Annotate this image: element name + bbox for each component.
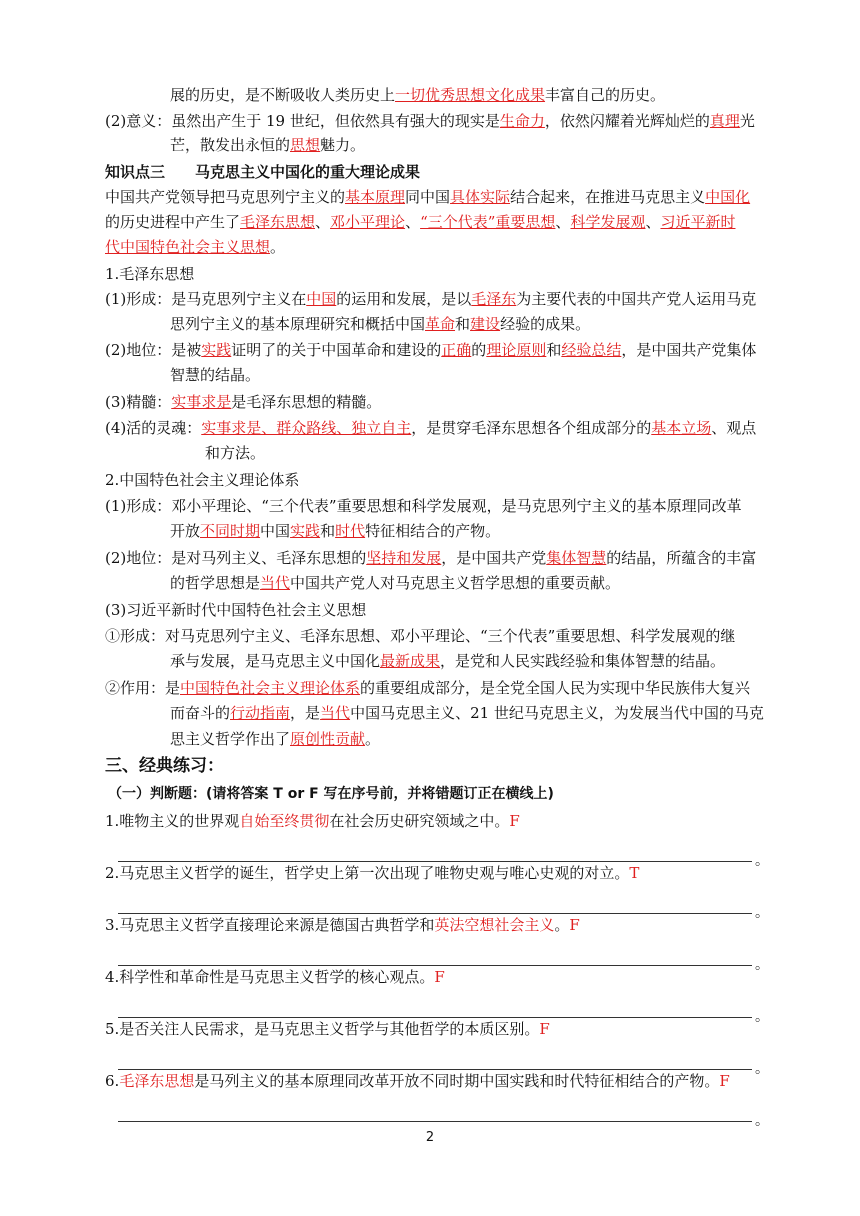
line-end-period: 。 (755, 853, 769, 869)
text-run: 6. (105, 1072, 120, 1090)
underlined-answer: 中国化 (705, 188, 751, 206)
line-end-period: 。 (755, 957, 769, 973)
text-run: 思主义哲学作出了 (170, 730, 291, 748)
text-run: (3)精髓： (105, 393, 172, 411)
underlined-answer: “三个代表”重要思想 (420, 213, 556, 231)
paragraph-line (105, 755, 224, 777)
red-text: T (629, 864, 640, 882)
paragraph-line (170, 572, 620, 594)
text-run: (2)意义：虽然出产生于 19 世纪，但依然具有强大的现实是 (105, 112, 500, 130)
paragraph-line (105, 625, 735, 647)
text-run: 开放 (170, 522, 201, 540)
line-end-period: 。 (755, 1061, 769, 1077)
text-run: 智慧的结晶。 (170, 366, 261, 384)
line-end-period: 。 (755, 905, 769, 921)
text-run: 承与发展，是马克思主义中国化 (170, 652, 381, 670)
paragraph-line (170, 313, 590, 335)
underlined-answer: 建设 (470, 315, 501, 333)
question-5 (105, 1018, 550, 1040)
paragraph-line (105, 110, 755, 132)
question-4 (105, 966, 445, 988)
underlined-answer: 当代 (320, 704, 351, 722)
text-run: 魅力。 (320, 136, 366, 154)
paragraph-line (105, 236, 285, 258)
text-run: ①形成：对马克思列宁主义、毛泽东思想、邓小平理论、“三个代表”重要思想、科学发展观的继 (105, 627, 736, 645)
paragraph-line (105, 288, 756, 310)
text-run: (2)地位：是被 (105, 341, 202, 359)
text-run: 的哲学思想是 (170, 574, 261, 592)
text-run: 的历史进程中产生了 (105, 213, 241, 231)
paragraph-line (105, 547, 756, 569)
paragraph-line (205, 442, 265, 464)
text-run: 、 (315, 213, 331, 231)
text-run: 证明了的关于中国革命和建设的 (231, 341, 442, 359)
text-run: 、观点 (711, 419, 757, 437)
paragraph-line (170, 702, 764, 724)
text-run: （一）判断题：(请将答案 T or F 写在序号前，并将错题订正在横线上) (108, 786, 554, 802)
red-text: F (719, 1072, 730, 1090)
page-number: 2 (425, 1130, 435, 1145)
underlined-answer: 生命力 (499, 112, 545, 130)
text-run: 中国 (260, 522, 291, 540)
text-run: ，是党和人民实践经验和集体智慧的结晶。 (440, 652, 726, 670)
text-run: 的重要组成部分，是全党全国人民为实现中华民族伟大复兴 (360, 679, 751, 697)
text-run: 为主要代表的中国共产党人运用马克 (516, 290, 757, 308)
text-run: ，是 (290, 704, 321, 722)
text-run: 特征相结合的产物。 (365, 522, 501, 540)
text-run: 和 (455, 315, 471, 333)
text-run: 。 (270, 238, 286, 256)
text-run: ，是贯穿毛泽东思想各个组成部分的 (411, 419, 652, 437)
text-run: 丰富自己的历史。 (545, 86, 666, 104)
text-run: 中国马克思主义、21 世纪马克思主义，为发展当代中国的马克 (350, 704, 764, 722)
paragraph-line (105, 495, 742, 517)
underlined-answer: 邓小平理论 (330, 213, 406, 231)
text-run: 5.是否关注人民需求，是马克思主义哲学与其他哲学的本质区别。 (105, 1020, 540, 1038)
paragraph-line (170, 728, 380, 750)
text-run: 光 (739, 112, 755, 130)
red-text: F (569, 916, 580, 934)
text-run: (3)习近平新时代中国特色社会主义思想 (105, 601, 367, 619)
text-run: 和 (320, 522, 336, 540)
underlined-answer: 一切优秀思想文化成果 (395, 86, 546, 104)
underlined-answer: 中国特色社会主义理论体系 (180, 679, 361, 697)
paragraph-line (105, 161, 420, 183)
text-run: 知识点三 马克思主义中国化的重大理论成果 (105, 163, 421, 181)
underlined-answer: 毛泽东 (471, 290, 517, 308)
text-run: ，是中国共产党集体 (621, 341, 757, 359)
underlined-answer: 当代 (260, 574, 291, 592)
text-run: 在社会历史研究领域之中。 (329, 812, 510, 830)
text-run: 展的历史，是不断吸收人类历史上 (170, 86, 396, 104)
underlined-answer: 正确 (441, 341, 472, 359)
text-run: 经验的成果。 (500, 315, 591, 333)
text-run: 3.马克思主义哲学直接理论来源是德国古典哲学和 (105, 916, 435, 934)
underlined-answer: 科学发展观 (570, 213, 646, 231)
red-text: F (509, 812, 520, 830)
text-run: ②作用：是 (105, 679, 181, 697)
text-run: 芒，散发出永恒的 (170, 136, 291, 154)
text-run: ，依然闪耀着光辉灿烂的 (544, 112, 710, 130)
underlined-answer: 不同时期 (200, 522, 261, 540)
underlined-answer: 集体智慧 (546, 549, 607, 567)
underlined-answer: 实事求是、群众路线、独立自主 (201, 419, 412, 437)
paragraph-line (105, 677, 750, 699)
text-run: 。 (365, 730, 381, 748)
text-run: 2.中国特色社会主义理论体系 (105, 471, 300, 489)
text-run: 和方法。 (205, 444, 266, 462)
paragraph-line (105, 469, 299, 491)
paragraph-line (105, 211, 735, 233)
question-3 (105, 914, 580, 936)
underlined-answer: 思想 (290, 136, 321, 154)
text-run: (2)地位：是对马列主义、毛泽东思想的 (105, 549, 367, 567)
text-run: 2.马克思主义哲学的诞生，哲学史上第一次出现了唯物史观与唯心史观的对立。 (105, 864, 630, 882)
paragraph-line (170, 134, 365, 156)
underlined-answer: 坚持和发展 (366, 549, 442, 567)
paragraph-line (170, 364, 260, 386)
text-run: 的运用和发展，是以 (336, 290, 472, 308)
paragraph-line (105, 263, 194, 285)
text-run: 是毛泽东思想的精髓。 (231, 393, 382, 411)
paragraph-line (108, 783, 554, 805)
text-run: 和 (546, 341, 562, 359)
paragraph-line (105, 391, 381, 413)
text-run: 中国共产党领导把马克思列宁主义的 (105, 188, 346, 206)
line-end-period: 。 (755, 1113, 769, 1129)
text-run: 、 (405, 213, 421, 231)
underlined-answer: 真理 (709, 112, 740, 130)
text-run: 4.科学性和革命性是马克思主义哲学的核心观点。 (105, 968, 435, 986)
text-run: 而奋斗的 (170, 704, 231, 722)
underlined-answer: 习近平新时 (660, 213, 736, 231)
underlined-answer: 中国 (306, 290, 337, 308)
text-run: 1.唯物主义的世界观 (105, 812, 240, 830)
underlined-answer: 经验总结 (561, 341, 622, 359)
text-run: 中国共产党人对马克思主义哲学思想的重要贡献。 (290, 574, 621, 592)
question-1 (105, 810, 520, 832)
answer-blank-line[interactable] (118, 1121, 752, 1122)
underlined-answer: 实践 (290, 522, 321, 540)
text-run: (1)形成：邓小平理论、“三个代表”重要思想和科学发展观，是马克思列宁主义的基本原理同改革 (105, 497, 742, 515)
paragraph-line (105, 339, 756, 361)
text-run: 同中国 (405, 188, 451, 206)
paragraph-line (105, 186, 750, 208)
underlined-answer: 原创性贡献 (290, 730, 366, 748)
red-text: F (434, 968, 445, 986)
underlined-answer: 毛泽东思想 (240, 213, 316, 231)
paragraph-line (170, 650, 725, 672)
paragraph-line (105, 599, 366, 621)
paragraph-line (170, 84, 665, 106)
text-run: ，是中国共产党 (441, 549, 547, 567)
text-run: 、 (645, 213, 661, 231)
underlined-answer: 行动指南 (230, 704, 291, 722)
text-run: 三、经典练习： (105, 756, 224, 776)
underlined-answer: 代中国特色社会主义思想 (105, 238, 271, 256)
text-run: 是马列主义的基本原理同改革开放不同时期中国实践和时代特征相结合的产物。 (194, 1072, 720, 1090)
text-run: 的 (471, 341, 487, 359)
underlined-answer: 具体实际 (450, 188, 511, 206)
underlined-answer: 基本立场 (651, 419, 712, 437)
text-run: 。 (554, 916, 570, 934)
text-run: (4)活的灵魂： (105, 419, 202, 437)
underlined-answer: 实事求是 (171, 393, 232, 411)
red-text: F (539, 1020, 550, 1038)
line-end-period: 。 (755, 1009, 769, 1025)
text-run: (1)形成：是马克思列宁主义在 (105, 290, 307, 308)
question-2 (105, 862, 639, 884)
red-text: 自始至终贯彻 (239, 812, 330, 830)
red-text: 英法空想社会主义 (434, 916, 555, 934)
text-run: 1.毛泽东思想 (105, 265, 195, 283)
underlined-answer: 革命 (425, 315, 456, 333)
text-run: 、 (555, 213, 571, 231)
paragraph-line (105, 417, 756, 439)
question-6 (105, 1070, 730, 1092)
underlined-answer: 最新成果 (380, 652, 441, 670)
underlined-answer: 基本原理 (345, 188, 406, 206)
underlined-answer: 理论原则 (486, 341, 547, 359)
text-run: 结合起来，在推进马克思主义 (510, 188, 706, 206)
underlined-answer: 实践 (201, 341, 232, 359)
text-run: 思列宁主义的基本原理研究和概括中国 (170, 315, 426, 333)
red-text: 毛泽东思想 (119, 1072, 195, 1090)
text-run: 的结晶，所蕴含的丰富 (606, 549, 757, 567)
paragraph-line (170, 520, 500, 542)
underlined-answer: 时代 (335, 522, 366, 540)
